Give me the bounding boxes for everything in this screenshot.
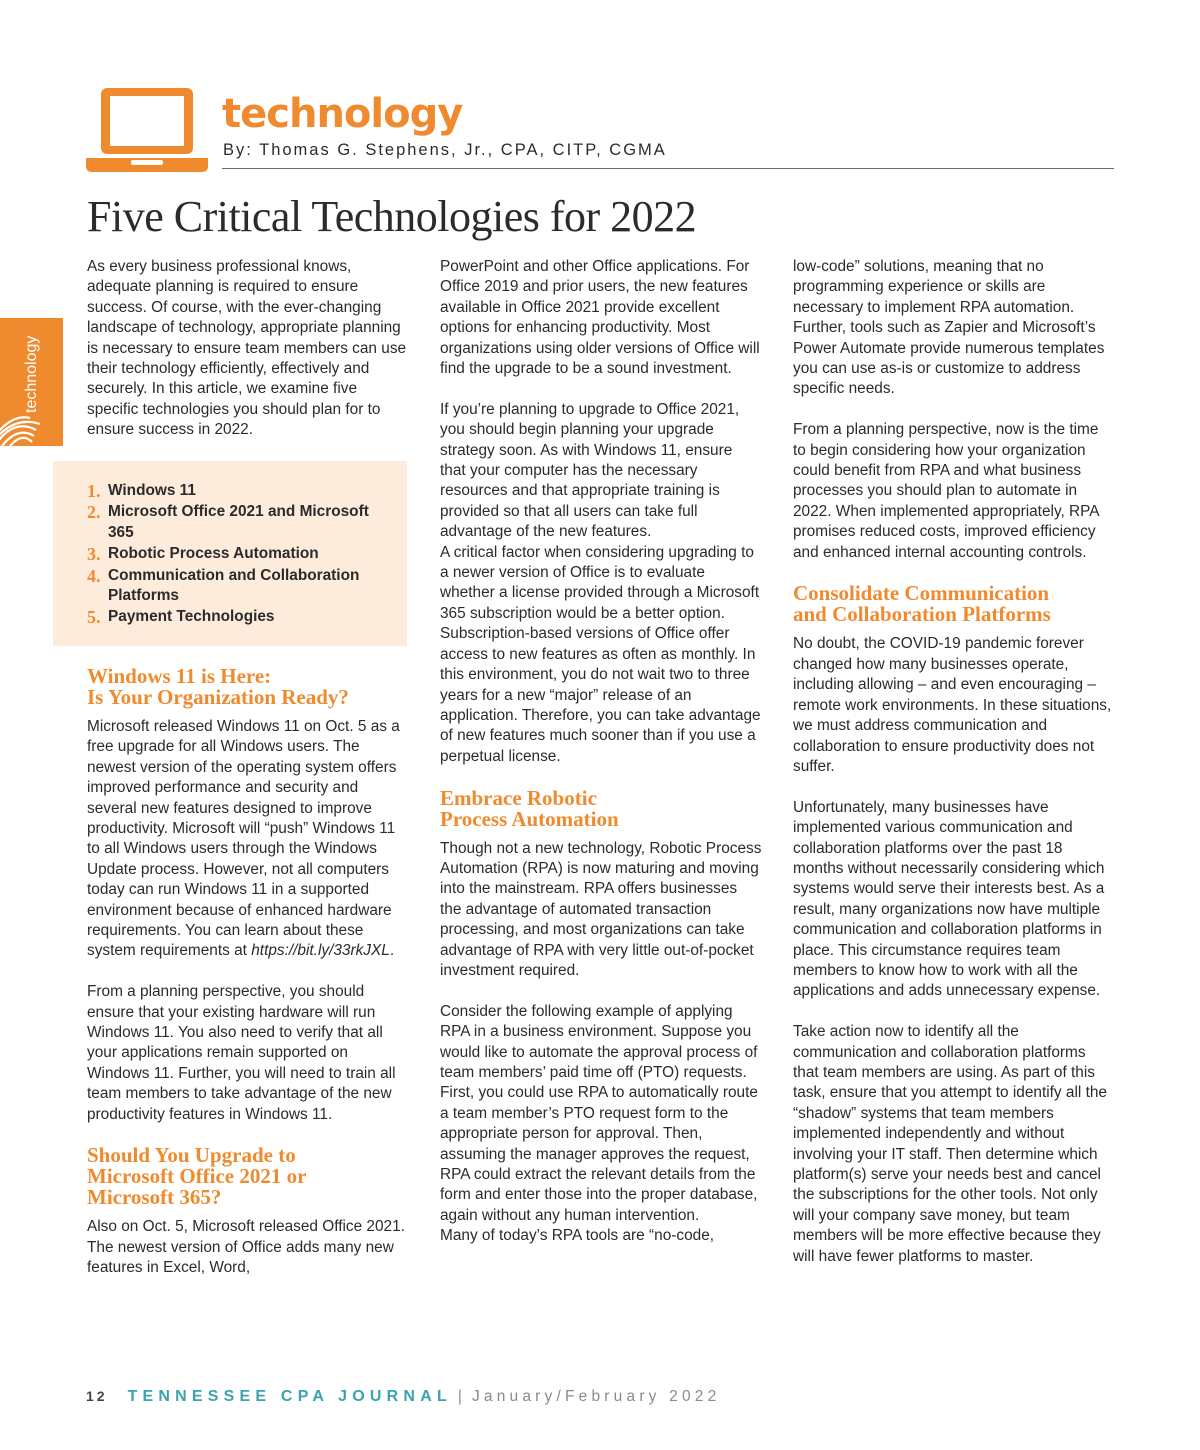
rpa-paragraph-2: Consider the following example of applying RPA in a business environment. Suppose you would like to automate the approval process of team members’ paid time off (PTO) requests. First, you could use RPA to automatically route a team member’s PTO request form to the appropriate person for approval. Then, assuming the manager approves the request, RPA could extract the relevant details from the form and enter those into the proper database, again without any human intervention. [440,1002,758,1224]
subhead-line: Embrace Robotic [440,785,597,810]
technology-list [87,481,387,628]
subhead-line: Process Automation [440,806,619,831]
list-number: 4. [87,565,101,586]
column-2 [440,257,762,1247]
column-3 [793,257,1115,1267]
rpa-paragraph-3-continued: low-code” solutions, meaning that no programming experience or skills are necessary to implement RPA automation. Further, tools such as Zapier and Microsoft’s Power Automate provide numerous templates you can use as-is or customize to address specific needs. [793,258,1105,398]
subhead-line: Microsoft Office 2021 or [87,1164,307,1189]
collab-paragraph-2: Unfortunately, many businesses have implemented various communication and collaboration platforms over the past 18 months without necessarily considering which systems would serve their interests best. As a result, many organizations now have multiple communication and collaboration platforms in place. This circumstance requires team members to know how to work with all the applications and adds unnecessary expense. [793,798,1105,1000]
office-paragraph-1-start: Also on Oct. 5, Microsoft released Office 2021. The newest version of Office adds many new features in Excel, Word, [87,1218,405,1277]
side-tab-label: technology [23,335,40,413]
collab-subhead [793,583,1115,625]
list-item [87,544,387,564]
collab-paragraph-3: Take action now to identify all the communication and collaboration platforms that team members are using. As part of this task, ensure that you attempt to identify all the “shadow” systems that team members implemented independently and without involving your IT staff. Then determine which platform(s) serve your needs best and cancel the subscriptions for the other tools. Not only will your company save money, but team members will be more effective because they will have fewer platforms to master. [793,1023,1107,1265]
office-paragraph-3: A critical factor when considering upgrading to a newer version of Office is to evaluate whether a license provided through a Microsoft 365 subscription would be a better option. Subscription-based versions of Office offer access to new features as often as monthly. In this environment, you do not wait two to three years for a new “major” release of an application. Therefore, you can take advantage of new features much sooner than if you use a perpetual license. [440,543,761,765]
collab-paragraph-1: No doubt, the COVID-19 pandemic forever changed how many businesses operate, including allowing – and even encouraging – remote work environments. In these situations, we must address communication and collaboration to ensure productivity does not suffer. [793,635,1112,775]
subhead-line: Windows 11 is Here: [87,663,272,688]
list-item [87,607,387,627]
header-divider [222,168,1114,169]
intro-paragraph: As every business professional knows, adequate planning is required to ensure success. Of course, with the ever-changing landscape of technology, appropriate planning is necessary to ensure team members can use their technology efficiently, effectively and securely. In this article, we examine five specific technologies you should plan for to ensure success in 2022. [87,258,407,439]
article-headline: Five Critical Technologies for 2022 [87,192,697,241]
list-label: Payment Technologies [108,608,275,626]
section-title: technology [222,91,463,137]
list-item [87,481,387,501]
office-subhead [87,1145,409,1208]
paragraph-text: . [389,942,395,960]
requirements-link[interactable]: https://bit.ly/33rkJXL [251,942,390,960]
issue-date: January/February 2022 [471,1388,721,1405]
list-number: 1. [87,481,101,502]
page-number: 12 [86,1388,108,1404]
list-number: 3. [87,544,101,565]
subhead-line: Should You Upgrade to [87,1143,296,1168]
paragraph-text: Microsoft released Windows 11 on Oct. 5 as a free upgrade for all Windows users. The newest version of the operating system offers improved performance and security and several new features designed to improve productivity. Microsoft will “push” Windows 11 to all Windows users through the Windows Update process. However, not all computers today can run Windows 11 in a supported environment because of enhanced hardware requirements. You can learn about these system requirements at [87,717,400,960]
column-1 [87,257,409,1279]
list-label: Robotic Process Automation [108,545,319,563]
list-label: Communication and Collaboration Platforms [108,566,360,605]
subhead-line: and Collaboration Platforms [793,602,1051,627]
list-number: 2. [87,502,101,523]
rpa-paragraph-3-start: Many of today’s RPA tools are “no-code, [440,1227,715,1245]
rpa-subhead [440,785,762,831]
windows-subhead [87,663,409,709]
side-tab [0,318,63,446]
windows-paragraph-1 [87,717,409,962]
laptop-icon [86,86,208,172]
windows-paragraph-2: From a planning perspective, you should ensure that your existing hardware will run Windows 11. You also need to verify that all your applications remain supported on Windows 11. Further, you will need to train all team members to take advantage of the new productivity features in Windows 11. [87,983,396,1123]
rpa-paragraph-1: Though not a new technology, Robotic Process Automation (RPA) is now maturing and moving into the mainstream. RPA offers businesses the advantage of automated transaction processing, and most organizations can take advantage of RPA with very little out-of-pocket investment required. [440,839,762,979]
office-paragraph-2: If you’re planning to upgrade to Office 2021, you should begin planning your upgrade strategy soon. As with Windows 11, ensure that your computer has the necessary resources and that appropriate training is provided so that all users can take full advantage of the new features. [440,400,740,541]
list-item [87,502,387,543]
list-item [87,566,387,607]
subhead-line: Is Your Organization Ready? [87,684,349,709]
subhead-line: Consolidate Communication [793,581,1050,606]
byline: By: Thomas G. Stephens, Jr., CPA, CITP, CGMA [223,141,667,159]
subhead-line: Microsoft 365? [87,1185,222,1210]
footer-separator: | [457,1388,462,1405]
office-paragraph-1-continued: PowerPoint and other Office applications. For Office 2019 and prior users, the new features available in Office 2021 provide excellent options for enhancing productivity. Most organizations using older versions of Office will find the upgrade to be a sound investment. [440,258,760,378]
list-label: Microsoft Office 2021 and Microsoft 365 [108,503,369,541]
swirl-logo-icon [0,414,63,446]
page-footer [86,1388,720,1406]
list-number: 5. [87,607,101,628]
journal-name: TENNESSEE CPA JOURNAL [127,1388,452,1405]
rpa-paragraph-4: From a planning perspective, now is the time to begin considering how your organization could benefit from RPA and what business processes you should plan to automate in 2022. When implemented appropriately, RPA promises reduced costs, improved efficiency and enhanced internal accounting controls. [793,421,1099,561]
technology-list-box [53,461,407,646]
list-label: Windows 11 [108,482,196,500]
